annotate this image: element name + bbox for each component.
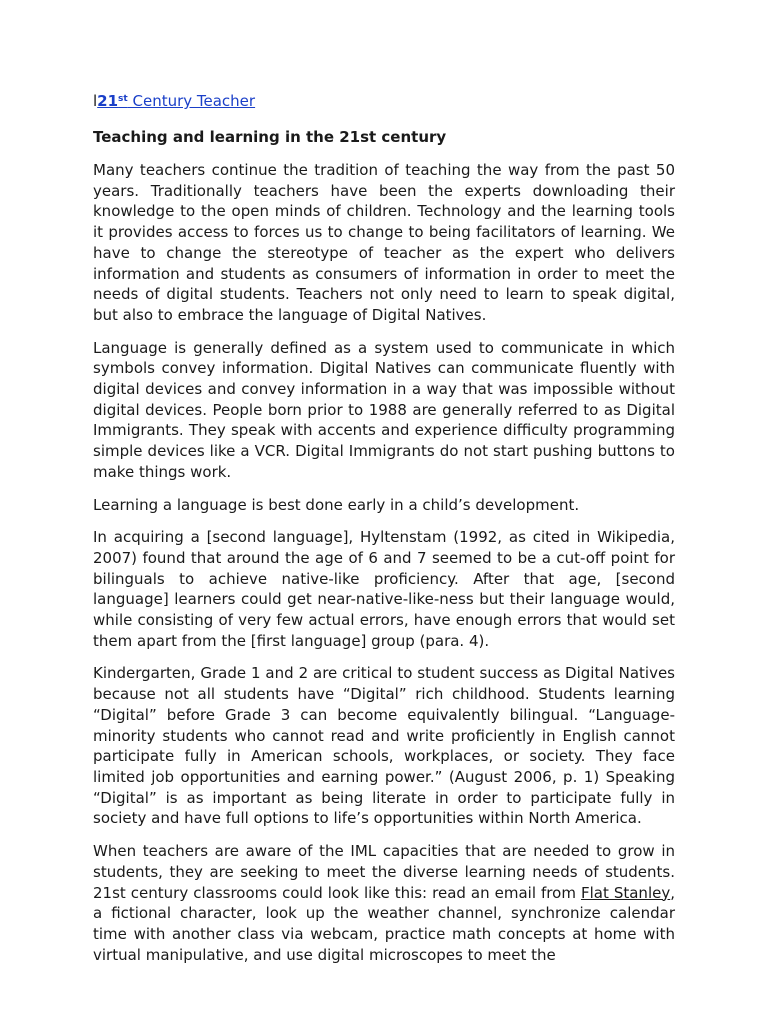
paragraph-6-end: , a fictional character, look up the weather channel, synchronize calendar time with another class via webcam, practice math concepts at home with virtual manipulative, and use digital microscopes to meet the	[93, 883, 675, 964]
paragraph-1: Many teachers continue the tradition of teaching the way from the past 50 years. Traditionally teachers have been the experts downloading their knowledge to the open minds of children. Technology and the learning tools it provides access to forces us to change to being facilitators of learning. We have to change the stereotype of teacher as the expert who delivers information and students as consumers of information in order to meet the needs of digital students. Teachers not only need to learn to speak digital, but also to embrace the language of Digital Natives.	[93, 161, 675, 324]
paragraph-4: In acquiring a [second language], Hyltenstam (1992, as cited in Wikipedia, 2007) found that around the age of 6 and 7 seemed to be a cut-off point for bilinguals to achieve native-like proficiency. After that age, [second language] learners could get near-native-like-ness but their language would, while consisting of very few actual errors, have enough errors that would set them apart from the [first language] group (para. 4).	[93, 528, 675, 650]
heading-text: Century Teacher	[127, 92, 256, 110]
document-heading	[93, 90, 675, 112]
paragraph-5: Kindergarten, Grade 1 and 2 are critical to student success as Digital Natives because not all students have “Digital” rich childhood. Students learning “Digital” before Grade 3 can become equivalently bilingual. “Language-minority students who cannot read and write proficiently in English cannot participate fully in American schools, workplaces, or society. They face limited job opportunities and earning power.” (August 2006, p. 1) Speaking “Digital” is as important as being literate in order to participate fully in society and have full options to life’s opportunities within North America.	[93, 664, 675, 828]
heading-prefix: l	[93, 92, 98, 110]
heading-superscript: st	[118, 94, 128, 104]
paragraph-6	[93, 841, 675, 965]
paragraph-2: Language is generally defined as a system used to communicate in which symbols convey information. Digital Natives can communicate fluently with digital devices and convey information in a way that was impossible without digital devices. People born prior to 1988 are generally referred to as Digital Immigrants. They speak with accents and experience difficulty programming simple devices like a VCR. Digital Immigrants do not start pushing buttons to make things work.	[93, 338, 675, 481]
document-page	[93, 90, 675, 977]
heading-number: 21	[97, 92, 119, 110]
paragraph-6-start: When teachers are aware of the IML capacities that are needed to grow in students, they are seeking to meet the diverse learning needs of students. 21st century classrooms could look like this: read an email from	[93, 842, 675, 902]
flat-stanley-link[interactable]: Flat Stanley	[580, 883, 671, 902]
page-subtitle: Teaching and learning in the 21st century	[93, 128, 447, 146]
paragraph-3: Learning a language is best done early in a child’s development.	[93, 495, 580, 514]
heading-link[interactable]	[97, 92, 255, 110]
